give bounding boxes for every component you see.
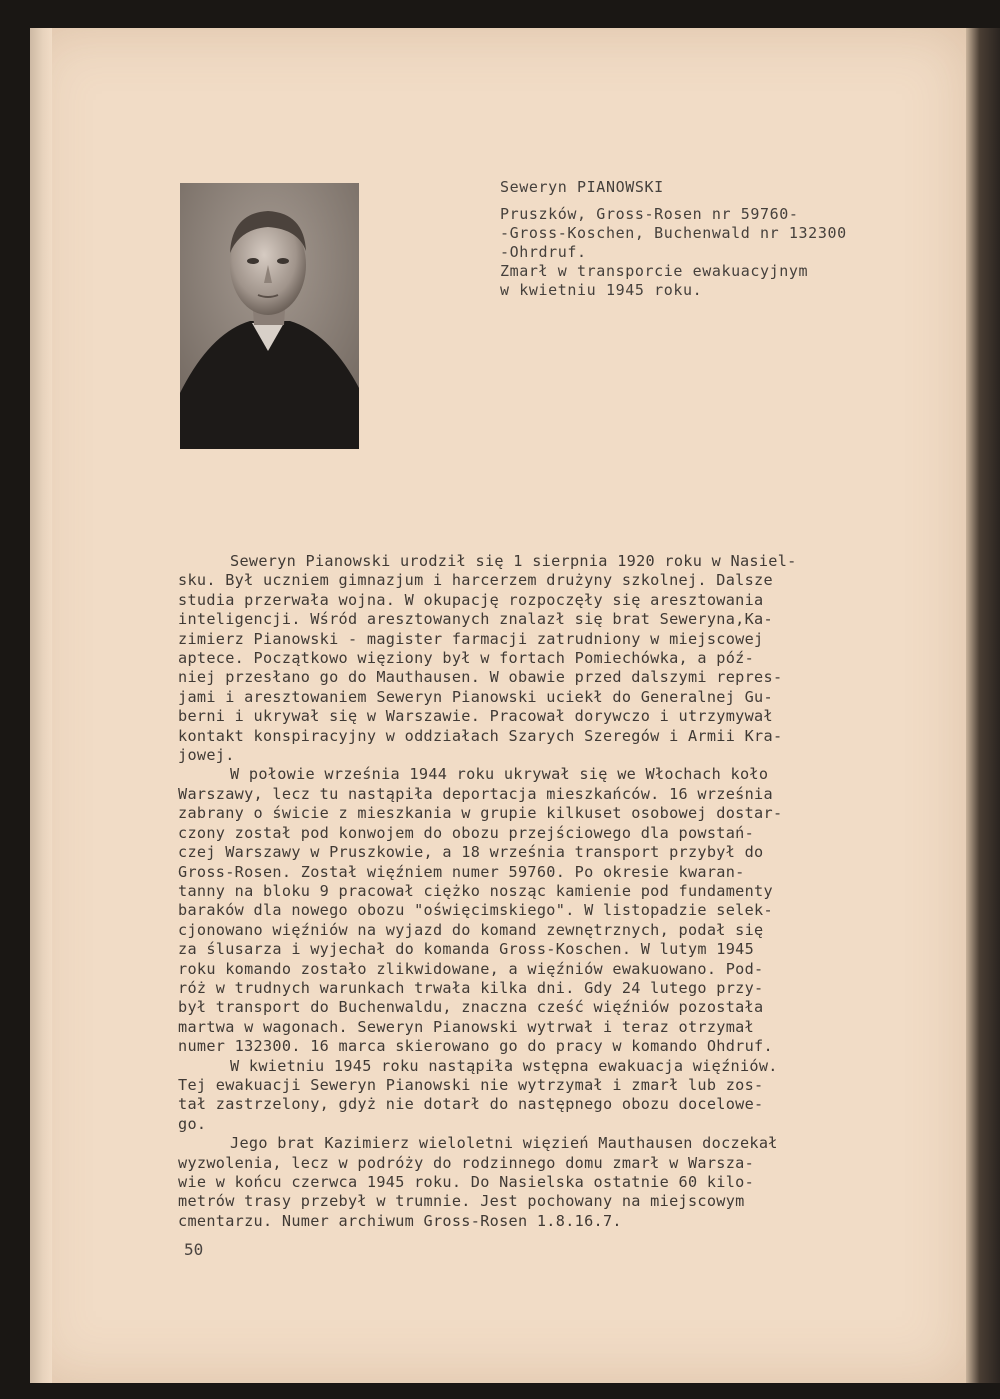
- text-line: Jego brat Kazimierz wieloletni więzień Mauthausen doczekał: [230, 1134, 778, 1153]
- text-line: sku. Był uczniem gimnazjum i harcerzem drużyny szkolnej. Dalsze: [178, 571, 773, 590]
- paragraph: [178, 765, 936, 1056]
- page-edge: [966, 28, 1000, 1383]
- text-line: niej przesłano go do Mauthausen. W obawie przed dalszymi repres-: [178, 668, 783, 687]
- text-line: wyzwolenia, lecz w podróży do rodzinnego domu zmarł w Warsza-: [178, 1153, 755, 1172]
- text-line: czej Warszawy w Pruszkowie, a 18 września transport przybył do: [178, 843, 764, 862]
- text-line: inteligencji. Wśród aresztowanych znalazł się brat Seweryna,Ka-: [178, 610, 773, 629]
- death-note-line: w kwietniu 1945 roku.: [500, 281, 703, 299]
- text-line: był transport do Buchenwaldu, znaczna cześć więźniów pozostała: [178, 998, 764, 1017]
- text-line: Gross-Rosen. Został więźniem numer 59760. Po okresie kwaran-: [178, 862, 745, 881]
- death-note-line: Zmarł w transporcie ewakuacyjnym: [500, 262, 809, 280]
- text-line: Seweryn Pianowski urodził się 1 sierpnia 1920 roku w Nasiel-: [230, 552, 797, 570]
- text-line: jami i aresztowaniem Seweryn Pianowski uciekł do Generalnej Gu-: [178, 687, 773, 706]
- biography-header: [500, 178, 940, 300]
- text-line: zimierz Pianowski - magister farmacji zatrudniony w miejscowej: [178, 629, 764, 648]
- text-line: studia przerwała wojna. W okupację rozpoczęły się aresztowania: [178, 590, 764, 609]
- text-line: róż w trudnych warunkach trwała kilka dni. Gdy 24 lutego przy-: [178, 978, 764, 997]
- person-name: Seweryn PIANOWSKI: [500, 178, 664, 196]
- page-binding: [30, 28, 52, 1383]
- text-line: tanny na bloku 9 pracował ciężko nosząc kamienie pod fundamenty: [178, 881, 773, 900]
- text-line: zabrany o świcie z mieszkania w grupie kilkuset osobowej dostar-: [178, 804, 783, 823]
- text-line: Tej ewakuacji Seweryn Pianowski nie wytrzymał i zmarł lub zos-: [178, 1075, 764, 1094]
- camp-route-line: -Gross-Koschen, Buchenwald nr 132300: [500, 224, 847, 242]
- text-line: roku komando zostało zlikwidowane, a więźniów ewakuowano. Pod-: [178, 959, 764, 978]
- text-line: W kwietniu 1945 roku nastąpiła wstępna ewakuacja więźniów.: [230, 1056, 778, 1075]
- biography-text: [178, 552, 936, 1231]
- text-line: berni i ukrywał się w Warszawie. Pracował dorywczo i utrzymywał: [178, 707, 773, 726]
- text-line: cjonowano więźniów na wyjazd do komand zewnętrznych, podał się: [178, 920, 764, 939]
- text-line: baraków dla nowego obozu "oświęcimskiego". W listopadzie selek-: [178, 901, 773, 920]
- text-line: jowej.: [178, 746, 235, 765]
- text-line: aptece. Początkowo więziony był w fortach Pomiechówka, a póź-: [178, 649, 755, 668]
- text-line: wie w końcu czerwca 1945 roku. Do Nasielska ostatnie 60 kilo-: [178, 1173, 755, 1191]
- portrait-photo: [180, 183, 359, 449]
- text-line: czony został pod konwojem do obozu przejściowego dla powstań-: [178, 823, 755, 842]
- paragraph: [178, 1057, 936, 1135]
- camp-route-line: Pruszków, Gross-Rosen nr 59760-: [500, 205, 799, 223]
- text-line: Warszawy, lecz tu nastąpiła deportacja mieszkańców. 16 września: [178, 784, 773, 803]
- portrait-photo-icon: [180, 183, 359, 449]
- text-line: za ślusarza i wyjechał do komanda Gross-Koschen. W lutym 1945: [178, 940, 755, 959]
- paragraph: [178, 552, 936, 765]
- text-line: martwa w wagonach. Seweryn Pianowski wytrwał i teraz otrzymał: [178, 1017, 755, 1036]
- camp-route-line: -Ohrdruf.: [500, 243, 587, 261]
- text-line: numer 132300. 16 marca skierowano go do pracy w komando Ohdruf.: [178, 1037, 773, 1056]
- text-line: metrów trasy przebył w trumnie. Jest pochowany na miejscowym: [178, 1192, 745, 1211]
- paragraph: [178, 1134, 936, 1231]
- text-line: W połowie września 1944 roku ukrywał się we Włochach koło: [230, 765, 769, 784]
- text-line: cmentarzu. Numer archiwum Gross-Rosen 1.8.16.7.: [178, 1211, 622, 1230]
- text-line: tał zastrzelony, gdyż nie dotarł do następnego obozu docelowe-: [178, 1095, 764, 1114]
- text-line: kontakt konspiracyjny w oddziałach Szarych Szeregów i Armii Kra-: [178, 726, 783, 745]
- page-number: 50: [184, 1240, 204, 1259]
- text-line: go.: [178, 1114, 207, 1133]
